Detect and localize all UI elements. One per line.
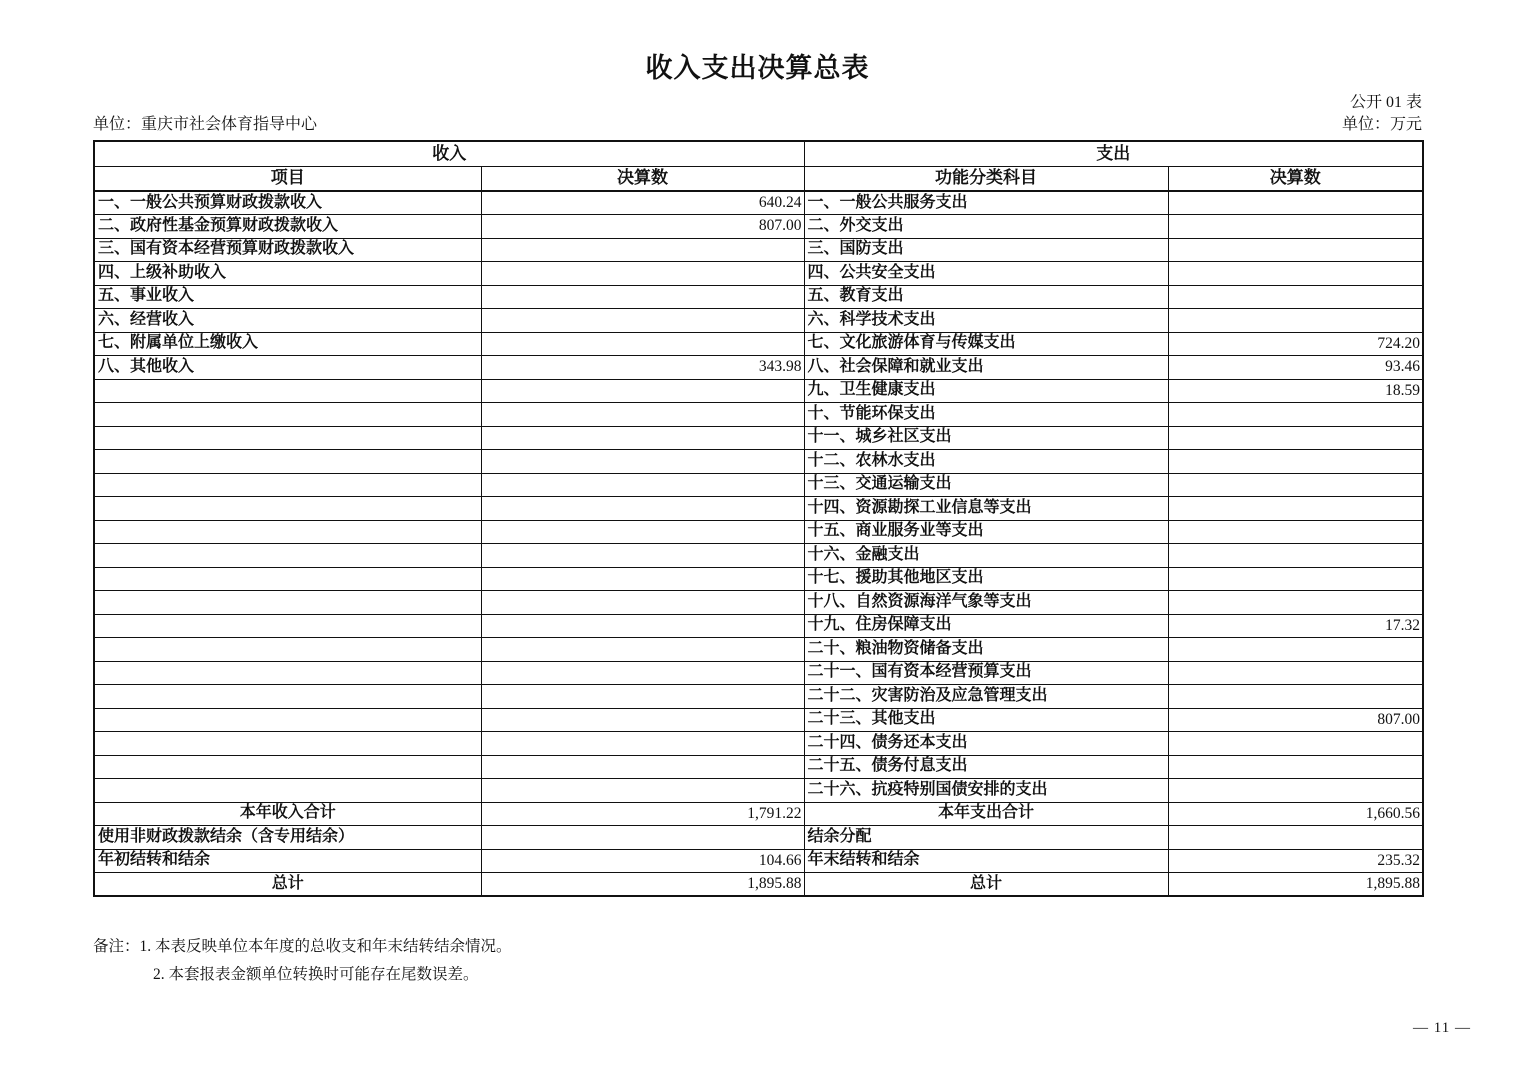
income-value: [481, 332, 804, 356]
expense-item: 二十、粮油物资储备支出: [804, 638, 1168, 662]
expense-item: 四、公共安全支出: [804, 262, 1168, 286]
expense-item: 三、国防支出: [804, 238, 1168, 262]
expense-item: 总计: [804, 873, 1168, 897]
income-item: [94, 755, 481, 779]
expense-value: [1168, 309, 1423, 333]
expense-value: [1168, 567, 1423, 591]
income-value: 1,895.88: [481, 873, 804, 897]
income-item: [94, 403, 481, 427]
income-item: [94, 779, 481, 803]
expense-item: 十二、农林水支出: [804, 450, 1168, 474]
expense-item: 二十一、国有资本经营预算支出: [804, 661, 1168, 685]
income-section-header: 收入: [94, 141, 804, 166]
table-row: [94, 379, 1423, 403]
form-code: 公开 01 表: [1349, 94, 1422, 111]
income-item: 一、一般公共预算财政拨款收入: [94, 191, 481, 215]
table-row: [94, 520, 1423, 544]
expense-value: 1,895.88: [1168, 873, 1423, 897]
income-value: [481, 638, 804, 662]
income-item: 八、其他收入: [94, 356, 481, 380]
expense-value: [1168, 450, 1423, 474]
table-row: [94, 802, 1423, 826]
table-row: [94, 826, 1423, 850]
budget-table: [93, 140, 1424, 897]
expense-value: [1168, 215, 1423, 239]
income-item: 四、上级补助收入: [94, 262, 481, 286]
income-value: [481, 473, 804, 497]
expense-value: [1168, 755, 1423, 779]
income-item: [94, 661, 481, 685]
table-body: [94, 191, 1423, 896]
expense-item: 本年支出合计: [804, 802, 1168, 826]
section-header-row: [94, 141, 1423, 166]
expense-value: 93.46: [1168, 356, 1423, 380]
table-row: [94, 567, 1423, 591]
expense-value: [1168, 426, 1423, 450]
table-row: [94, 191, 1423, 215]
income-value: [481, 497, 804, 521]
table-row: [94, 779, 1423, 803]
table-row: [94, 591, 1423, 615]
table-row: [94, 614, 1423, 638]
income-value: [481, 685, 804, 709]
expense-value: [1168, 403, 1423, 427]
income-item: 二、政府性基金预算财政拨款收入: [94, 215, 481, 239]
expense-item: 十六、金融支出: [804, 544, 1168, 568]
income-item: [94, 567, 481, 591]
income-item: [94, 708, 481, 732]
expense-value: [1168, 191, 1423, 215]
table-row: [94, 238, 1423, 262]
page-number: — 11 —: [1413, 1020, 1471, 1036]
expense-item: 二、外交支出: [804, 215, 1168, 239]
notes-label: 备注：: [93, 938, 140, 955]
income-item: [94, 732, 481, 756]
table-row: [94, 544, 1423, 568]
expense-item: 十八、自然资源海洋气象等支出: [804, 591, 1168, 615]
income-value: [481, 779, 804, 803]
expense-item: 九、卫生健康支出: [804, 379, 1168, 403]
expense-item: 十一、城乡社区支出: [804, 426, 1168, 450]
table-row: [94, 638, 1423, 662]
expense-value: [1168, 544, 1423, 568]
income-item: [94, 638, 481, 662]
table-row: [94, 849, 1423, 873]
expense-item: 二十三、其他支出: [804, 708, 1168, 732]
expense-item: 十九、住房保障支出: [804, 614, 1168, 638]
income-value: [481, 708, 804, 732]
income-value: [481, 520, 804, 544]
expense-item: 五、教育支出: [804, 285, 1168, 309]
unit-currency: 单位：万元: [1341, 116, 1422, 133]
table-row: [94, 873, 1423, 897]
column-header-row: [94, 166, 1423, 191]
table-row: [94, 661, 1423, 685]
table-row: [94, 685, 1423, 709]
income-value: [481, 450, 804, 474]
income-value: [481, 426, 804, 450]
note-text-1: 1. 本表反映单位本年度的总收支和年末结转结余情况。: [139, 938, 512, 955]
income-item: [94, 591, 481, 615]
expense-item: 一、一般公共服务支出: [804, 191, 1168, 215]
expense-value: [1168, 779, 1423, 803]
table-row: [94, 497, 1423, 521]
table-row: [94, 426, 1423, 450]
table-row: [94, 262, 1423, 286]
expense-item: 结余分配: [804, 826, 1168, 850]
expense-item: 十三、交通运输支出: [804, 473, 1168, 497]
table-row: [94, 403, 1423, 427]
expense-value: 724.20: [1168, 332, 1423, 356]
expense-value: [1168, 661, 1423, 685]
expense-value: 18.59: [1168, 379, 1423, 403]
expense-value: [1168, 473, 1423, 497]
expense-item: 二十六、抗疫特别国债安排的支出: [804, 779, 1168, 803]
expense-value: [1168, 497, 1423, 521]
income-item: [94, 544, 481, 568]
income-value: [481, 544, 804, 568]
income-value: [481, 591, 804, 615]
income-value: [481, 567, 804, 591]
col-header-income-value: 决算数: [481, 166, 804, 191]
expense-value: [1168, 638, 1423, 662]
income-value: 807.00: [481, 215, 804, 239]
income-item: 本年收入合计: [94, 802, 481, 826]
income-item: 七、附属单位上缴收入: [94, 332, 481, 356]
expense-value: [1168, 685, 1423, 709]
income-item: [94, 379, 481, 403]
expense-value: [1168, 285, 1423, 309]
income-item: 总计: [94, 873, 481, 897]
income-item: [94, 614, 481, 638]
expense-item: 七、文化旅游体育与传媒支出: [804, 332, 1168, 356]
income-value: 343.98: [481, 356, 804, 380]
income-value: [481, 755, 804, 779]
income-item: 使用非财政拨款结余（含专用结余）: [94, 826, 481, 850]
page-title: 收入支出决算总表: [645, 53, 870, 83]
income-item: [94, 450, 481, 474]
table-row: [94, 708, 1423, 732]
expense-item: 十五、商业服务业等支出: [804, 520, 1168, 544]
income-value: 104.66: [481, 849, 804, 873]
income-item: [94, 520, 481, 544]
table-row: [94, 356, 1423, 380]
table-row: [94, 285, 1423, 309]
income-value: [481, 238, 804, 262]
expense-item: 八、社会保障和就业支出: [804, 356, 1168, 380]
expense-value: [1168, 520, 1423, 544]
table-row: [94, 473, 1423, 497]
table-row: [94, 755, 1423, 779]
table-row: [94, 332, 1423, 356]
income-value: [481, 732, 804, 756]
expense-value: 807.00: [1168, 708, 1423, 732]
income-value: [481, 661, 804, 685]
income-value: [481, 262, 804, 286]
income-item: [94, 685, 481, 709]
expense-item: 二十四、债务还本支出: [804, 732, 1168, 756]
income-value: [481, 826, 804, 850]
expense-value: [1168, 238, 1423, 262]
table-row: [94, 309, 1423, 333]
expense-item: 二十五、债务付息支出: [804, 755, 1168, 779]
col-header-expense-item: 功能分类科目: [804, 166, 1168, 191]
table-row: [94, 450, 1423, 474]
expense-value: [1168, 262, 1423, 286]
income-item: 年初结转和结余: [94, 849, 481, 873]
income-value: [481, 309, 804, 333]
income-item: 六、经营收入: [94, 309, 481, 333]
expense-value: 235.32: [1168, 849, 1423, 873]
income-item: [94, 497, 481, 521]
note-line-1: [93, 933, 1422, 961]
notes-block: [93, 933, 1422, 989]
col-header-expense-value: 决算数: [1168, 166, 1423, 191]
expense-item: 六、科学技术支出: [804, 309, 1168, 333]
expense-item: 十四、资源勘探工业信息等支出: [804, 497, 1168, 521]
income-value: [481, 403, 804, 427]
expense-item: 二十二、灾害防治及应急管理支出: [804, 685, 1168, 709]
income-item: [94, 426, 481, 450]
expense-item: 十、节能环保支出: [804, 403, 1168, 427]
unit-name: 单位：重庆市社会体育指导中心: [93, 116, 318, 133]
expense-value: [1168, 826, 1423, 850]
table-row: [94, 215, 1423, 239]
expense-item: 十七、援助其他地区支出: [804, 567, 1168, 591]
income-value: [481, 285, 804, 309]
income-item: [94, 473, 481, 497]
expense-value: 1,660.56: [1168, 802, 1423, 826]
income-value: [481, 614, 804, 638]
col-header-income-item: 项目: [94, 166, 481, 191]
income-item: 五、事业收入: [94, 285, 481, 309]
note-line-2: [93, 961, 1422, 989]
income-item: 三、国有资本经营预算财政拨款收入: [94, 238, 481, 262]
table-row: [94, 732, 1423, 756]
expense-section-header: 支出: [804, 141, 1423, 166]
expense-value: [1168, 591, 1423, 615]
income-value: 640.24: [481, 191, 804, 215]
expense-value: 17.32: [1168, 614, 1423, 638]
income-value: 1,791.22: [481, 802, 804, 826]
expense-item: 年末结转和结余: [804, 849, 1168, 873]
note-text-2: 2. 本套报表金额单位转换时可能存在尾数误差。: [153, 966, 479, 983]
income-value: [481, 379, 804, 403]
expense-value: [1168, 732, 1423, 756]
